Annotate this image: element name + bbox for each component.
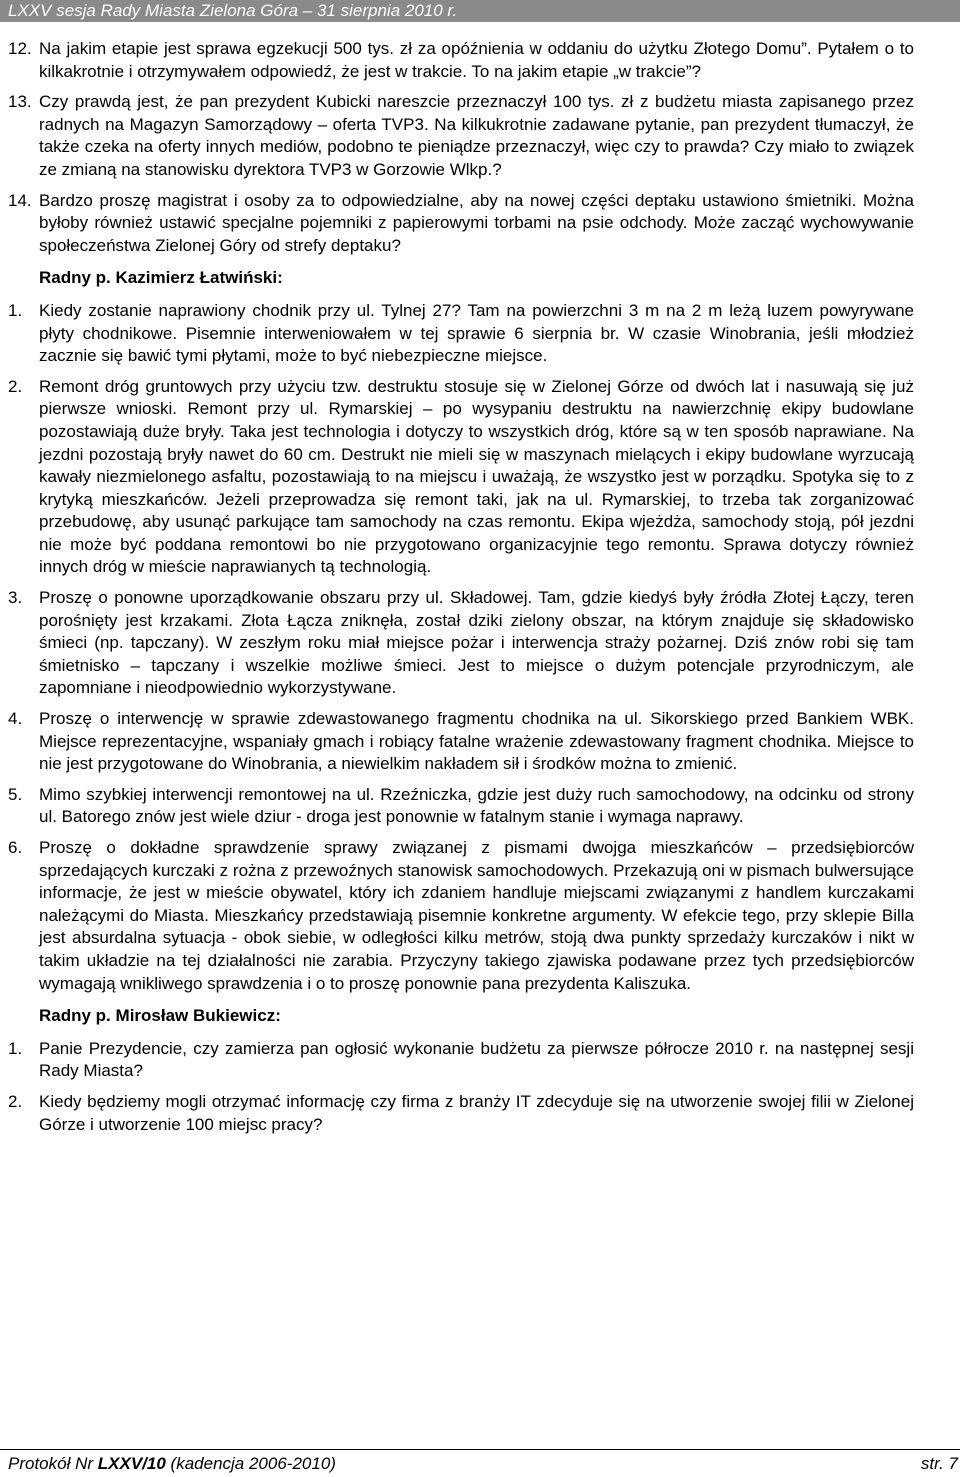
list-item [8, 837, 914, 995]
list-item [8, 708, 914, 776]
item-number: 1. [8, 300, 23, 320]
list-item [8, 300, 914, 368]
item-text: Remont dróg gruntowych przy użyciu tzw. destruktu stosuje się w Zielonej Górze od dwóch lat i nasuwają się już pierwsze wnioski. Remont przy ul. Rymarskiej – po wysypaniu destruktu na nawierzchnię ekipy budowlane pozostawiają duże bryły. Taka jest technologia i dotyczy to wszystkich dróg, które są w ten sposób naprawiane. Na jezdni pozostają bryły nawet do 60 cm. Destrukt nie mieli się w maszynach mielących i ekipy budowlane wyrzucają kawały niezmielonego asfaltu, pozostawiają to na miejscu i uważają, że wszystko jest w porządku. Spotyka się to z krytyką mieszkańców. Jeżeli przeprowadza się remont taki, jak na ul. Rymarskiej, to trzeba tak zorganizować przebudowę, aby usunąć parkujące tam samochody na czas remontu. Ekipa wjeżdża, samochody stoją, pół jezdni nie może być poddana remontowi bo nie przygotowano organizacyjnie tego remontu. Sprawa dotyczy również innych dróg w mieście naprawianych tą technologią. [39, 376, 914, 577]
item-number: 1. [8, 1038, 23, 1058]
item-number: 4. [8, 709, 23, 729]
list-item [8, 91, 914, 181]
item-text: Mimo szybkiej interwencji remontowej na ul. Rzeźniczka, gdzie jest duży ruch samochodowy, na odcinku od strony ul. Batorego znów jest wiele dziur - droga jest ponownie w fatalnym stanie i wymaga naprawy. [39, 784, 914, 827]
list-item [8, 376, 914, 579]
protocol-number: LXXV/10 [97, 1454, 166, 1473]
item-number: 6. [8, 838, 23, 857]
item-text: Proszę o dokładne sprawdzenie sprawy związanej z pismami dwojga mieszkańców – przedsiębiorców sprzedających kurczaki z rożna z przewoźnych stanowisk samochodowych. Przekazują oni w pismach bulwersujące informacje, że jest w mieście obywatel, który ich zdaniem handluje miejscami związanymi z handlem kurczakami należącymi do Miasta. Mieszkańcy przedstawiają pisemnie konkretne argumenty. W efekcie tego, przy sklepie Billa jest absurdalna sytuacja - obok siebie, w odległości kilku metrów, stoją dwa punkty sprzedaży kurczaków i nikt w takim układzie na tej działalności nie zarabia. Przyczyny takiego zjawiska podawane przez tych przedsiębiorców wymagają wnikliwego sprawdzenia i o to proszę ponownie pana prezydenta Kaliszuka. [39, 838, 914, 993]
protocol-term: (kadencja 2006-2010) [170, 1454, 336, 1473]
list-item [8, 1038, 914, 1083]
list-item [8, 190, 914, 258]
page-header [0, 0, 960, 22]
speaker-name: Mirosław Bukiewicz: [115, 1006, 281, 1026]
footer-protocol [8, 1453, 336, 1475]
list-item [8, 1091, 914, 1136]
item-number: 14. [8, 190, 32, 210]
item-text: Kiedy będziemy mogli otrzymać informację czy firma z branży IT zdecyduje się na utworzenie swojej filii w Zielonej Górze i utworzenie 100 miejsc pracy? [39, 1091, 914, 1134]
list-item [8, 38, 914, 83]
item-number: 2. [8, 376, 23, 396]
item-number: 13. [8, 92, 32, 112]
item-text: Proszę o ponowne uporządkowanie obszaru przy ul. Składowej. Tam, gdzie kiedyś były źródła Złotej Łączy, teren porośnięty jest krzakami. Złota Łącza zniknęła, został dziki zielony obszar, na którym znajduje się składowisko śmieci (np. tapczany). W zeszłym roku miał miejsce pożar i interwencja straży pożarnej. Dziś znów robi się tam śmietnisko – tapczany i wszelkie możliwe śmieci. Jest to miejsce o dużym potencjale przyrodniczym, ale zapomniane i nieodpowiednio wykorzystywane. [39, 588, 914, 698]
item-number: 3. [8, 588, 23, 608]
speaker-prefix: Radny p. [39, 268, 111, 288]
item-text: Kiedy zostanie naprawiony chodnik przy ul. Tylnej 27? Tam na powierzchni 3 m na 2 m leżą luzem powyrywane płyty chodnikowe. Pisemnie interweniowałem w tej sprawie 6 sierpnia br. W czasie Winobrania, jeśli młodzież zacznie się bawić tymi płytami, może to być niebezpieczne miejsce. [39, 300, 914, 366]
item-number: 2. [8, 1091, 23, 1111]
item-text: Bardzo proszę magistrat i osoby za to odpowiedzialne, aby na nowej części deptaku ustawiono śmietniki. Można byłoby również ustawić specjalne pojemniki z papierowymi torbami na psie odchody. Może zacząć wychowywanie społeczeństwa Zielonej Góry od strefy deptaku? [39, 190, 914, 255]
item-text: Na jakim etapie jest sprawa egzekucji 500 tys. zł za opóźnienia w oddaniu do użytku Złotego Domu”. Pytałem o to kilkakrotnie i otrzymywałem odpowiedź, że jest w trakcie. To na jakim etapie „w trakcie”? [39, 39, 914, 81]
item-number: 12. [8, 39, 32, 58]
speaker-prefix: Radny p. [39, 1006, 111, 1026]
speaker-heading [8, 1005, 914, 1028]
document-body [8, 38, 914, 1144]
item-text: Proszę o interwencję w sprawie zdewastowanego fragmentu chodnika na ul. Sikorskiego przed Bankiem WBK. Miejsce reprezentacyjne, wspaniały gmach i robiący fatalne wrażenie zdewastowany fragment chodnika. Miejsce to nie jest przygotowane do Winobrania, a niewielkim nakładem sił i środków można to zmienić. [39, 709, 914, 774]
page-number: str. 7 [920, 1454, 958, 1473]
page-footer [0, 1449, 960, 1473]
header-title: LXXV sesja Rady Miasta Zielona Góra – 31 sierpnia 2010 r. [8, 1, 458, 20]
item-text: Czy prawdą jest, że pan prezydent Kubicki nareszcie przeznaczył 100 tys. zł z budżetu miasta zapisanego przez radnych na Magazyn Samorządowy – oferta TVP3. Na kilkukrotnie zadawane pytanie, pan prezydent tłumaczył, że także czeka na oferty innych mediów, podobno te pieniądze przeznaczył, więc czy to prawda? Czy miało to związek ze zmianą na stanowisku dyrektora TVP3 w Gorzowie Wlkp.? [39, 92, 914, 179]
speaker-heading [8, 267, 914, 290]
protocol-prefix: Protokół Nr [8, 1454, 94, 1473]
item-number: 5. [8, 784, 23, 804]
list-item [8, 784, 914, 829]
item-text: Panie Prezydencie, czy zamierza pan ogłosić wykonanie budżetu za pierwsze półrocze 2010 r. na następnej sesji Rady Miasta? [39, 1038, 914, 1081]
list-item [8, 587, 914, 700]
speaker-name: Kazimierz Łatwiński: [115, 268, 283, 288]
